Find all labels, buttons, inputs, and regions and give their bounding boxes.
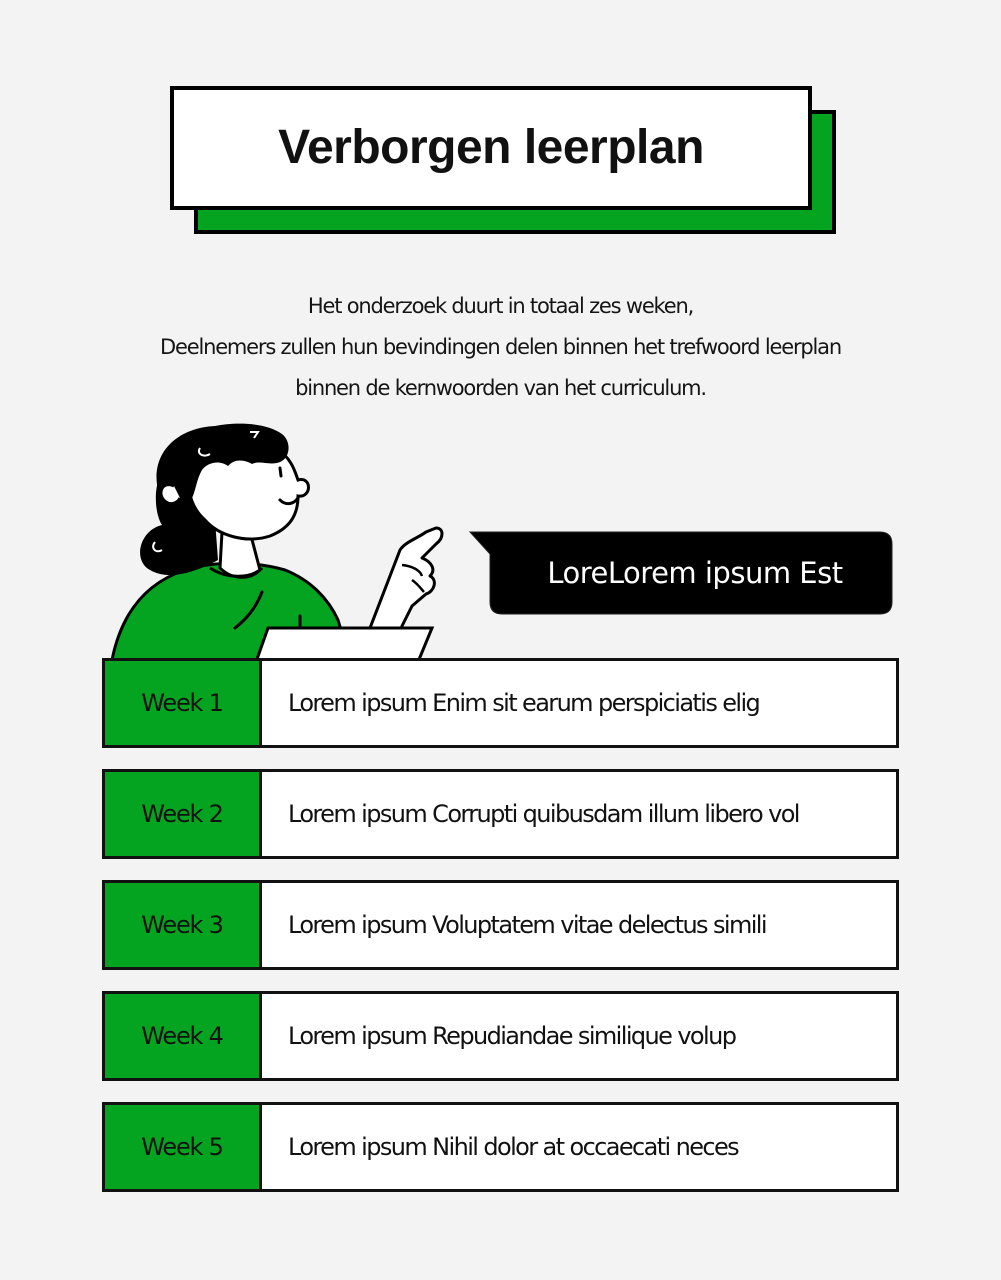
week-label: Week 4 <box>105 994 262 1078</box>
week-row <box>102 658 899 748</box>
week-description: Lorem ipsum Voluptatem vitae delectus simili <box>288 911 766 939</box>
week-row <box>102 880 899 970</box>
week-row <box>102 991 899 1081</box>
speech-bubble-text: LoreLorem ipsum Est <box>547 556 843 590</box>
intro-text <box>0 286 1001 409</box>
week-description: Lorem ipsum Nihil dolor at occaecati neces <box>288 1133 739 1161</box>
week-label: Week 3 <box>105 883 262 967</box>
week-label: Week 2 <box>105 772 262 856</box>
speech-bubble <box>468 530 894 616</box>
week-label: Week 5 <box>105 1105 262 1189</box>
week-description: Lorem ipsum Repudiandae similique volup <box>288 1022 736 1050</box>
week-row <box>102 1102 899 1192</box>
week-row <box>102 769 899 859</box>
week-description: Lorem ipsum Corrupti quibusdam illum libero vol <box>288 800 799 828</box>
intro-line: Deelnemers zullen hun bevindingen delen binnen het trefwoord leerplan <box>160 335 841 359</box>
title-banner <box>170 86 836 236</box>
intro-line: binnen de kernwoorden van het curriculum. <box>295 376 706 400</box>
teacher-illustration <box>100 420 460 670</box>
week-description: Lorem ipsum Enim sit earum perspiciatis elig <box>288 689 760 717</box>
intro-line: Het onderzoek duurt in totaal zes weken, <box>307 294 694 318</box>
title-box <box>170 86 812 210</box>
week-schedule <box>102 658 899 1213</box>
week-label: Week 1 <box>105 661 262 745</box>
page-title: Verborgen leerplan <box>278 120 704 174</box>
